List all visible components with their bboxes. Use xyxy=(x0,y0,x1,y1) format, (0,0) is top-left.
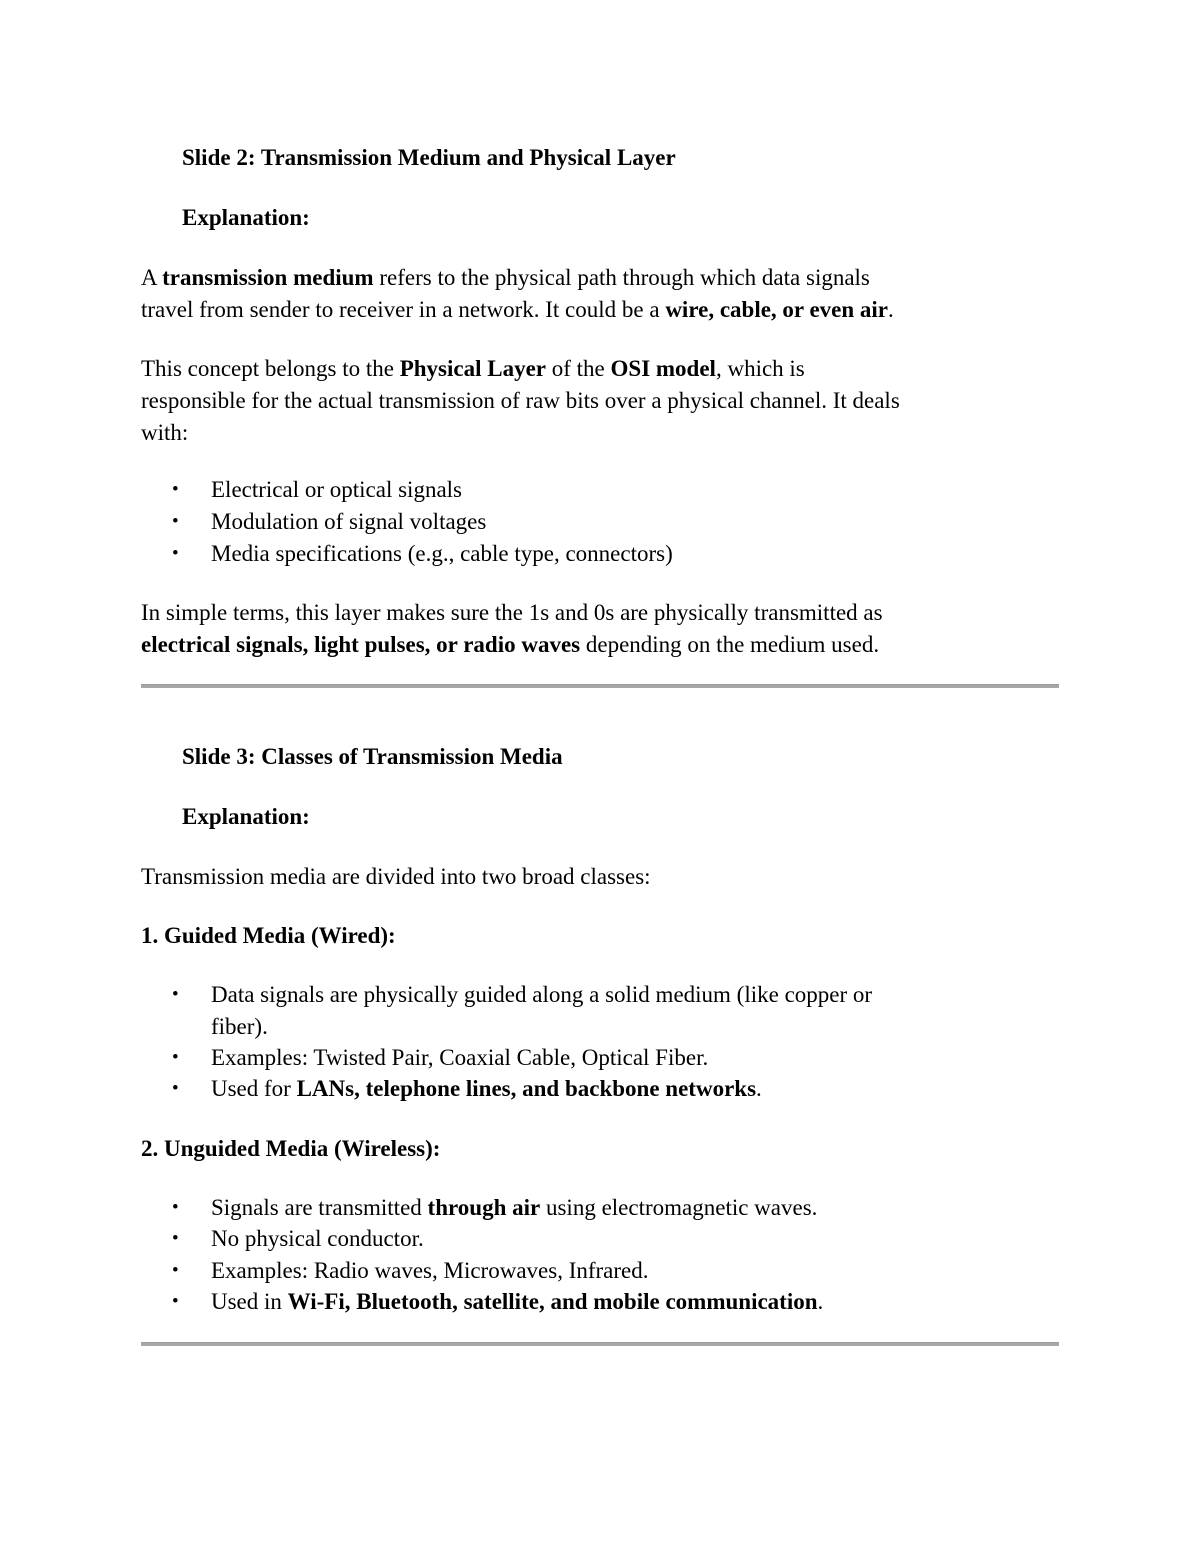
bold-run: Physical Layer xyxy=(399,356,546,381)
bullet-icon: • xyxy=(172,1291,179,1312)
text-run: of the xyxy=(546,356,611,381)
unguided-media-heading-text: 2. Unguided Media (Wireless): xyxy=(141,1136,441,1161)
list-item: Examples: Twisted Pair, Coaxial Cable, Optical Fiber. xyxy=(211,1045,709,1070)
bold-run: OSI model xyxy=(610,356,716,381)
text-run: Signals are transmitted xyxy=(211,1195,428,1220)
list-item-continuation: fiber). xyxy=(211,1014,268,1039)
slide2-p2-line3: with: xyxy=(141,420,189,445)
slide2-heading-text: Slide 2: Transmission Medium and Physical Layer xyxy=(182,145,676,170)
list-item: No physical conductor. xyxy=(211,1226,424,1251)
list-item: Data signals are physically guided along a solid medium (like copper or xyxy=(211,982,873,1007)
list-item: Examples: Radio waves, Microwaves, Infrared. xyxy=(211,1258,649,1283)
horizontal-divider xyxy=(141,684,1059,688)
bold-run: transmission medium xyxy=(162,265,374,290)
list-item: Modulation of signal voltages xyxy=(211,509,487,534)
text-run: Used for xyxy=(211,1076,297,1101)
text-run: , which is xyxy=(715,356,805,381)
bullet-icon: • xyxy=(172,543,179,564)
text-run: . xyxy=(817,1289,824,1314)
bullet-icon: • xyxy=(172,1197,179,1218)
guided-media-heading-text: 1. Guided Media (Wired): xyxy=(141,923,396,948)
text-run: refers to the physical path through which data signals xyxy=(373,265,870,290)
bold-run: Wi-Fi, Bluetooth, satellite, and mobile communication xyxy=(287,1289,818,1314)
text-run: . xyxy=(756,1076,762,1101)
bold-run: electrical signals, light pulses, or radio waves xyxy=(141,632,581,657)
text-run: using electromagnetic waves. xyxy=(540,1195,818,1220)
text-run: This concept belongs to the xyxy=(141,356,400,381)
slide2-p2-line2: responsible for the actual transmission of raw bits over a physical channel. It deals xyxy=(141,388,900,413)
slide2-p2-line1 xyxy=(141,353,805,385)
guided-media-heading xyxy=(141,920,396,952)
bullet-icon: • xyxy=(172,511,179,532)
slide3-explanation-text: Explanation: xyxy=(182,804,310,829)
slide2-p1-line1 xyxy=(141,262,870,294)
text-run: depending on the medium used. xyxy=(580,632,880,657)
text-run: . xyxy=(888,297,894,322)
slide2-heading xyxy=(182,142,676,174)
text-run: Used in xyxy=(211,1289,288,1314)
list-item xyxy=(211,1192,817,1224)
bullet-icon: • xyxy=(172,1047,179,1068)
bold-run: LANs, telephone lines, and backbone networks xyxy=(296,1076,757,1101)
list-item: Electrical or optical signals xyxy=(211,477,462,502)
bold-run: through air xyxy=(427,1195,541,1220)
slide3-heading xyxy=(182,741,563,773)
bold-run: wire, cable, or even air xyxy=(665,297,889,322)
slide2-explanation-text: Explanation: xyxy=(182,205,310,230)
bullet-icon: • xyxy=(172,984,179,1005)
slide2-explanation-label xyxy=(182,202,310,234)
horizontal-divider xyxy=(141,1342,1059,1346)
slide3-explanation-label xyxy=(182,801,310,833)
text-run: A xyxy=(141,265,163,290)
bullet-icon: • xyxy=(172,479,179,500)
list-item xyxy=(211,1073,762,1105)
slide2-p3-line1: In simple terms, this layer makes sure the 1s and 0s are physically transmitted as xyxy=(141,600,883,625)
unguided-media-heading xyxy=(141,1133,440,1165)
bullet-icon: • xyxy=(172,1078,179,1099)
bullet-icon: • xyxy=(172,1260,179,1281)
list-item: Media specifications (e.g., cable type, connectors) xyxy=(211,541,673,566)
slide2-p3-line2 xyxy=(141,629,879,661)
bullet-icon: • xyxy=(172,1228,179,1249)
slide2-p1-line2 xyxy=(141,294,894,326)
list-item xyxy=(211,1286,823,1318)
slide3-heading-text: Slide 3: Classes of Transmission Media xyxy=(182,744,563,769)
slide3-intro: Transmission media are divided into two broad classes: xyxy=(141,864,651,889)
text-run: travel from sender to receiver in a network. It could be a xyxy=(141,297,666,322)
